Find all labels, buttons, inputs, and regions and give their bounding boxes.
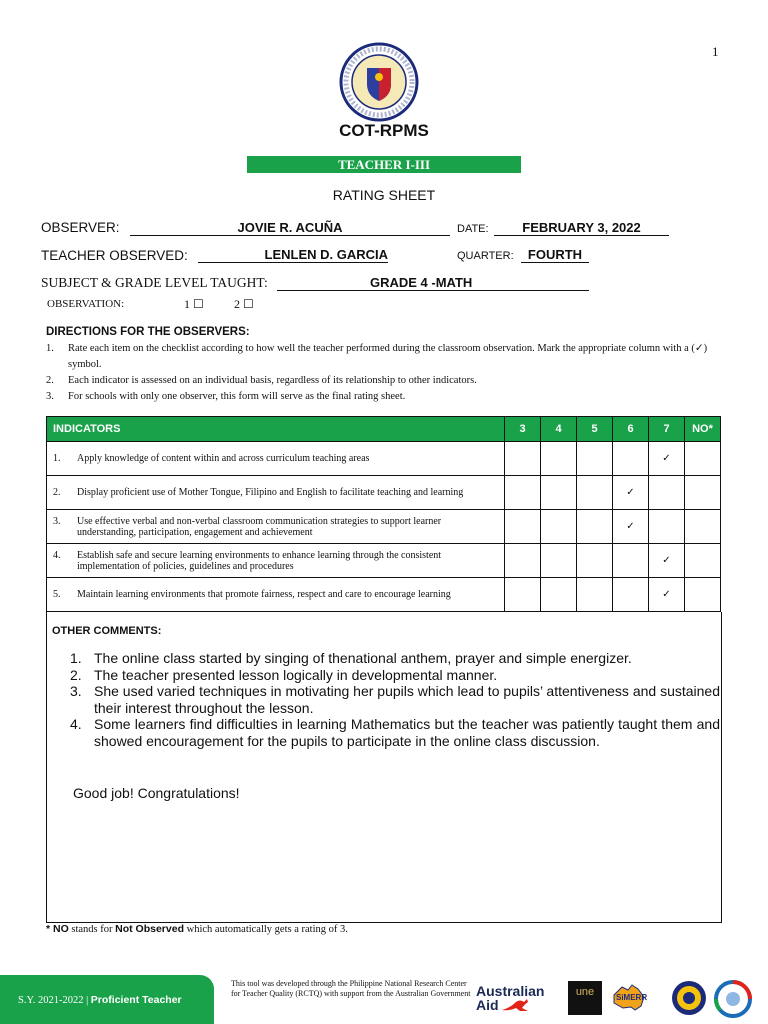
teacher-level-banner: TEACHER I-III — [247, 156, 521, 173]
header-rating-6: 6 — [613, 417, 649, 442]
comment-number: 4. — [70, 716, 82, 732]
rating-cell-5[interactable] — [577, 544, 613, 578]
comment-number: 1. — [70, 650, 82, 666]
subject-value: GRADE 4 -MATH — [277, 275, 589, 291]
rating-cell-5[interactable] — [577, 476, 613, 510]
rating-cell-4[interactable] — [541, 476, 577, 510]
footnote-not-observed: Not Observed — [115, 923, 184, 935]
simerr-logo: SiMERR — [610, 981, 652, 1015]
rating-cell-7[interactable]: ✓ — [649, 544, 685, 578]
comment-text: She used varied techniques in motivating her pupils which lead to pupils’ attentiveness and sustained their interest throughout the lesson. — [94, 683, 720, 716]
comments-label: OTHER COMMENTS: — [52, 625, 162, 637]
rating-cell-no[interactable] — [685, 510, 721, 544]
footnote-suffix: which automatically gets a rating of 3. — [184, 924, 348, 935]
table-row — [47, 476, 721, 510]
indicator-cell — [47, 544, 505, 578]
direction-number: 3. — [46, 391, 54, 402]
header-indicators: INDICATORS — [47, 417, 505, 442]
observation-option-1[interactable]: 1 ☐ — [184, 297, 204, 311]
comment-number: 3. — [70, 683, 82, 699]
rating-cell-6[interactable] — [613, 544, 649, 578]
rating-cell-7[interactable] — [649, 476, 685, 510]
observer-value: JOVIE R. ACUÑA — [130, 220, 450, 236]
table-row — [47, 544, 721, 578]
footer-level: Proficient Teacher — [90, 994, 182, 1006]
rating-cell-6[interactable] — [613, 442, 649, 476]
indicator-cell — [47, 510, 505, 544]
comment-text: Some learners find difficulties in learning Mathematics but the teacher was patiently taught them and showed encouragement for the pupils to participate in the online class discussion. — [94, 716, 720, 749]
indicator-number: 4. — [53, 549, 61, 561]
indicator-cell — [47, 578, 505, 612]
header-rating-4: 4 — [541, 417, 577, 442]
rating-cell-4[interactable] — [541, 544, 577, 578]
header-not-observed: NO* — [685, 417, 721, 442]
indicator-number: 1. — [53, 453, 61, 464]
rating-sheet-title: RATING SHEET — [332, 187, 436, 203]
directions-list — [46, 341, 716, 405]
indicator-text: Use effective verbal and non-verbal classroom communication strategies to support learner understanding, participation, engagement and achievement — [77, 515, 442, 538]
rating-cell-no[interactable] — [685, 544, 721, 578]
directions-heading: DIRECTIONS FOR THE OBSERVERS: — [46, 326, 250, 338]
deped-seal-icon — [339, 42, 419, 122]
direction-item — [46, 341, 716, 373]
direction-number: 1. — [46, 343, 54, 354]
footnote-mid: stands for — [68, 924, 116, 935]
observation-option-2[interactable]: 2 ☐ — [234, 297, 254, 311]
comment-item — [70, 683, 720, 716]
rating-cell-5[interactable] — [577, 510, 613, 544]
indicator-number: 5. — [53, 589, 61, 600]
indicator-number: 3. — [53, 515, 61, 527]
rating-cell-5[interactable] — [577, 442, 613, 476]
rating-cell-3[interactable] — [505, 476, 541, 510]
footnote — [46, 923, 348, 935]
rating-cell-3[interactable] — [505, 510, 541, 544]
rating-cell-6[interactable] — [613, 578, 649, 612]
indicator-text: Display proficient use of Mother Tongue, Filipino and English to facilitate teaching and learning — [77, 487, 464, 498]
header-rating-7: 7 — [649, 417, 685, 442]
direction-text: Each indicator is assessed on an individual basis, regardless of its relationship to other indicators. — [68, 375, 477, 386]
teacher-observed-label: TEACHER OBSERVED: — [41, 248, 188, 263]
direction-text: For schools with only one observer, this form will serve as the final rating sheet. — [68, 391, 406, 402]
comment-item — [70, 716, 720, 749]
indicator-text: Establish safe and secure learning environments to enhance learning through the consistent implementation of policies, guidelines and procedures — [77, 549, 442, 572]
kangaroo-icon — [499, 998, 535, 1012]
table-row — [47, 510, 721, 544]
footnote-no: NO — [53, 923, 69, 935]
quarter-value: FOURTH — [521, 247, 589, 263]
rating-cell-5[interactable] — [577, 578, 613, 612]
rating-cell-no[interactable] — [685, 442, 721, 476]
comments-list — [70, 650, 720, 749]
footer-note: This tool was developed through the Philippine National Research Center for Teacher Quality (RCTQ) with support from the Australian Government — [231, 979, 471, 998]
direction-item — [46, 389, 716, 405]
comment-text: The teacher presented lesson logically in developmental manner. — [94, 666, 498, 683]
closing-remark: Good job! Congratulations! — [73, 785, 240, 801]
rating-cell-6[interactable]: ✓ — [613, 476, 649, 510]
rating-cell-4[interactable] — [541, 510, 577, 544]
date-label: DATE: — [457, 223, 489, 235]
comment-text: The online class started by singing of thenational anthem, prayer and simple energizer. — [94, 650, 632, 666]
footer-badge — [0, 975, 214, 1024]
footer-school-year: S.Y. 2021-2022 | Proficient Teacher — [18, 994, 182, 1006]
table-row — [47, 578, 721, 612]
rating-cell-7[interactable]: ✓ — [649, 578, 685, 612]
rating-cell-3[interactable] — [505, 544, 541, 578]
rating-cell-3[interactable] — [505, 442, 541, 476]
rating-cell-no[interactable] — [685, 578, 721, 612]
indicators-table — [46, 416, 721, 612]
indicator-number: 2. — [53, 487, 61, 498]
header-rating-5: 5 — [577, 417, 613, 442]
rating-cell-6[interactable]: ✓ — [613, 510, 649, 544]
subject-label: SUBJECT & GRADE LEVEL TAUGHT: — [41, 275, 268, 290]
table-header-row — [47, 417, 721, 442]
indicator-cell — [47, 442, 505, 476]
comment-item — [70, 667, 720, 684]
university-seal-icon — [671, 980, 707, 1016]
table-row — [47, 442, 721, 476]
rating-cell-3[interactable] — [505, 578, 541, 612]
rating-cell-4[interactable] — [541, 442, 577, 476]
rating-cell-no[interactable] — [685, 476, 721, 510]
direction-text: Rate each item on the checklist according to how well the teacher performed during the classroom observation. Mark the appropriate column with a (✓) symbol. — [68, 343, 708, 370]
australian-aid-logo: Australian Aid — [476, 983, 545, 1013]
rating-cell-4[interactable] — [541, 578, 577, 612]
observation-label: OBSERVATION: — [47, 298, 125, 310]
direction-number: 2. — [46, 375, 54, 386]
rating-cell-7[interactable] — [649, 510, 685, 544]
direction-item — [46, 373, 716, 389]
indicator-text: Maintain learning environments that promote fairness, respect and care to encourage learning — [77, 589, 451, 600]
quarter-label: QUARTER: — [457, 250, 514, 262]
indicator-cell — [47, 476, 505, 510]
teacher-observed-value: LENLEN D. GARCIA — [198, 247, 388, 263]
comment-number: 2. — [70, 666, 82, 683]
rctq-logo-icon — [714, 980, 752, 1018]
page-number: 1 — [712, 44, 719, 59]
rating-cell-7[interactable]: ✓ — [649, 442, 685, 476]
footnote-prefix: * — [46, 923, 54, 935]
header-rating-3: 3 — [505, 417, 541, 442]
comment-item — [70, 650, 720, 667]
indicator-text: Apply knowledge of content within and across curriculum teaching areas — [77, 453, 370, 464]
observer-label: OBSERVER: — [41, 220, 120, 235]
document-title: COT-RPMS — [339, 121, 429, 140]
une-logo: une — [568, 981, 602, 1015]
date-value: FEBRUARY 3, 2022 — [494, 220, 669, 236]
